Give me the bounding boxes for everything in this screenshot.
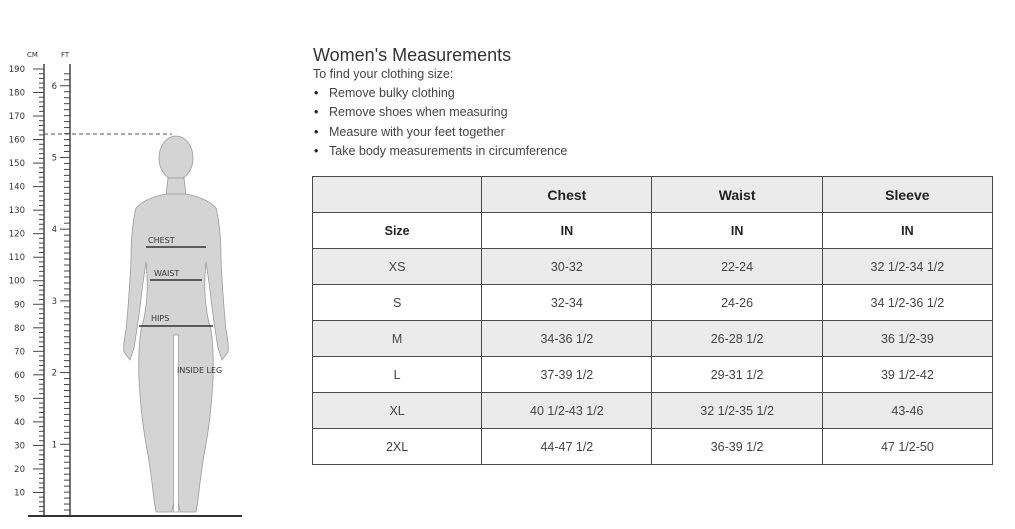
intro-text: To find your clothing size: [313,67,454,81]
size-chart-table [312,176,993,465]
chest-cell: 34-36 1/2 [482,321,652,357]
size-cell: XL [313,393,482,429]
ft-tick-label: 1 [51,440,57,451]
sleeve-cell: 32 1/2-34 1/2 [822,249,992,285]
cm-tick-label: 150 [8,159,25,170]
cm-tick-label: 180 [8,88,25,99]
sleeve-cell: 43-46 [822,393,992,429]
cm-tick-label: 20 [14,464,25,475]
tips-list [313,84,1003,161]
chest-cell: 30-32 [482,249,652,285]
measurement-info [313,44,1003,161]
size-cell: S [313,285,482,321]
ft-ruler-ticks [52,74,70,510]
cm-tick-label: 160 [8,135,25,146]
size-cell: 2XL [313,429,482,465]
cm-tick-label: 50 [14,394,25,405]
chest-cell: 44-47 1/2 [482,429,652,465]
cm-tick-label: 190 [8,65,25,75]
unit-sleeve: IN [822,213,992,249]
table-row [313,321,993,357]
waist-cell: 29-31 1/2 [652,357,822,393]
cm-tick-label: 130 [8,206,25,217]
unit-size: Size [313,213,482,249]
tip-item: • Remove bulky clothing [313,84,1003,103]
cm-ruler-ticks [9,65,44,511]
cm-axis-label: CM [27,51,38,59]
cm-tick-label: 60 [14,370,25,381]
waist-cell: 26-28 1/2 [652,321,822,357]
header-chest: Chest [482,177,652,213]
ft-axis-label: FT [61,51,70,59]
waist-cell: 22-24 [652,249,822,285]
ft-tick-label: 4 [51,225,57,236]
header-empty-cell [313,177,482,213]
cm-tick-label: 120 [8,229,25,240]
chest-label: CHEST [148,236,175,245]
size-cell: M [313,321,482,357]
cm-tick-label: 70 [14,347,25,358]
inside-leg-label: INSIDE LEG [177,366,223,375]
chest-cell: 40 1/2-43 1/2 [482,393,652,429]
cm-tick-label: 10 [14,488,25,499]
cm-tick-label: 140 [8,182,25,193]
sleeve-cell: 36 1/2-39 [822,321,992,357]
unit-chest: IN [482,213,652,249]
sleeve-cell: 47 1/2-50 [822,429,992,465]
ft-tick-label: 2 [51,368,57,379]
table-row [313,285,993,321]
table-row [313,249,993,285]
cm-tick-label: 80 [14,323,25,334]
waist-cell: 24-26 [652,285,822,321]
tip-item: • Take body measurements in circumference [313,142,1003,161]
sleeve-cell: 34 1/2-36 1/2 [822,285,992,321]
tip-item: • Remove shoes when measuring [313,103,1003,122]
size-cell: XS [313,249,482,285]
sleeve-cell: 39 1/2-42 [822,357,992,393]
ft-tick-label: 6 [51,81,57,92]
cm-tick-label: 30 [14,441,25,452]
size-cell: L [313,357,482,393]
tip-item: • Measure with your feet together [313,123,1003,142]
ft-tick-label: 5 [51,153,57,164]
unit-waist: IN [652,213,822,249]
page-title: Women's Measurements [313,45,512,65]
ft-tick-label: 3 [51,296,57,307]
chest-cell: 37-39 1/2 [482,357,652,393]
cm-tick-label: 40 [14,417,25,428]
header-sleeve: Sleeve [822,177,992,213]
inside-leg-gap [174,335,179,512]
header-waist: Waist [652,177,822,213]
table-row [313,357,993,393]
measurement-figure-diagram [0,0,250,529]
table-unit-row [313,213,993,249]
waist-cell: 32 1/2-35 1/2 [652,393,822,429]
table-row [313,393,993,429]
cm-tick-label: 110 [8,253,25,264]
cm-tick-label: 170 [8,112,25,123]
cm-tick-label: 100 [8,276,25,287]
cm-tick-label: 90 [14,300,25,311]
table-header-row [313,177,993,213]
chest-cell: 32-34 [482,285,652,321]
waist-cell: 36-39 1/2 [652,429,822,465]
waist-label: WAIST [154,269,180,278]
table-row [313,429,993,465]
hips-label: HIPS [151,314,170,323]
